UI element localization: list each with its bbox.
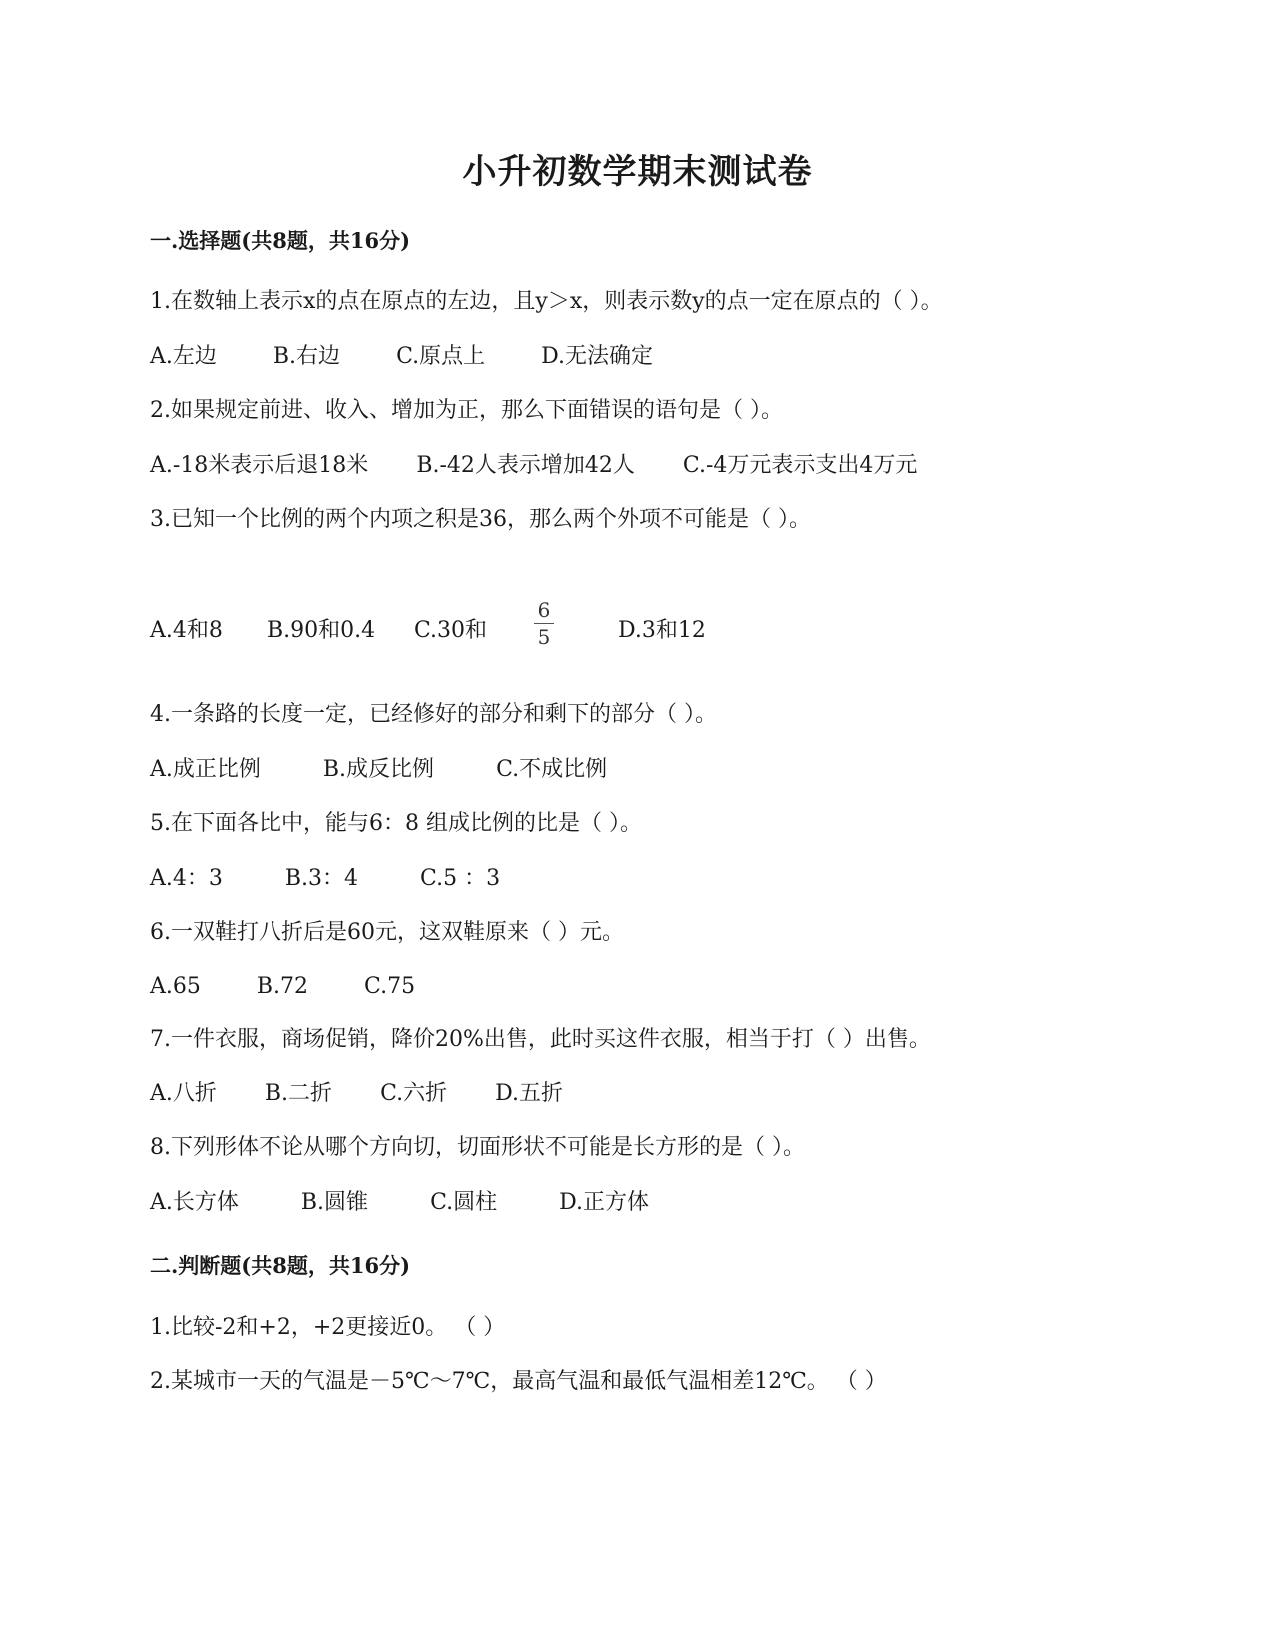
question-8-stem: 8.下列形体不论从哪个方向切，切面形状不可能是长方形的是（ ）。 [150,1135,805,1160]
question-4-stem: 4.一条路的长度一定，已经修好的部分和剩下的部分（ ）。 [150,702,717,727]
option-a: A.-18米表示后退18米 [150,453,369,478]
option-a: A.长方体 [150,1190,239,1215]
option-b: B.3：4 [284,866,359,891]
option-b: B.二折 [264,1081,333,1106]
question-6-stem: 6.一双鞋打八折后是60元，这双鞋原来（ ）元。 [150,920,624,945]
question-6-options [150,972,471,1002]
question-5-options [150,864,562,894]
question-5-stem: 5.在下面各比中，能与6：8 组成比例的比是（ ）。 [150,811,642,836]
question-2-stem: 2.如果规定前进、收入、增加为正，那么下面错误的语句是（ ）。 [150,398,783,423]
question-1-options [150,342,709,372]
option-a: A.八折 [150,1081,217,1106]
question-3-stem: 3.已知一个比例的两个内项之积是36，那么两个外项不可能是（ ）。 [150,507,811,532]
fraction-bar [534,623,554,624]
fraction-six-fifths [532,598,556,649]
question-4-options [150,755,669,785]
option-d: D.无法确定 [541,344,653,369]
option-c: C.原点上 [396,344,486,369]
question-1-stem: 1.在数轴上表示x的点在原点的左边，且y＞x，则表示数y的点一定在原点的（ ）。 [150,289,943,314]
option-b: B.90和0.4 [267,618,376,643]
option-d: D.3和12 [618,618,706,643]
option-b: B.圆锥 [300,1190,369,1215]
option-b: B.-42人表示增加42人 [416,453,635,478]
option-a: A.65 [150,974,201,999]
section-heading-judgement: 二.判断题(共8题，共16分) [150,1253,411,1278]
question-7-stem: 7.一件衣服，商场促销，降价20%出售，此时买这件衣服，相当于打（ ）出售。 [150,1027,931,1052]
option-c: C.30和 [414,618,488,643]
option-a: A.4：3 [150,866,223,891]
option-a: A.成正比例 [150,757,261,782]
option-c: C.圆柱 [430,1190,498,1215]
option-c: C.75 [364,974,416,999]
option-a: A.4和8 [150,618,223,643]
question-8-options [150,1188,711,1218]
section-heading-choice: 一.选择题(共8题，共16分) [150,228,411,253]
fraction-denominator: 5 [537,625,551,649]
option-d: D.五折 [495,1081,563,1106]
judgement-2-stem: 2.某城市一天的气温是－5℃～7℃，最高气温和最低气温相差12℃。 （ ） [150,1369,887,1394]
option-c: C.5 ：3 [420,866,501,891]
fraction-numerator: 6 [537,598,551,622]
option-a: A.左边 [150,344,217,369]
question-7-options [150,1079,611,1109]
question-2-options [150,451,965,481]
option-b: B.72 [256,974,309,999]
option-b: B.成反比例 [322,757,435,782]
option-b: B.右边 [272,344,341,369]
judgement-1-stem: 1.比较-2和+2，+2更接近0。 （ ） [150,1315,506,1340]
option-c: C.不成比例 [496,757,608,782]
page-title: 小升初数学期末测试卷 [462,152,813,192]
option-d: D.正方体 [559,1190,649,1215]
option-c: C.六折 [380,1081,448,1106]
option-c: C.-4万元表示支出4万元 [682,453,918,478]
